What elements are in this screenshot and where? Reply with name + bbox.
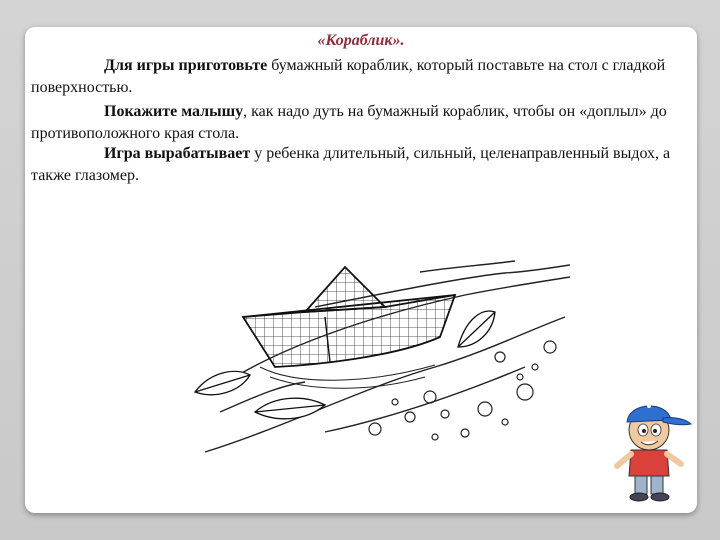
paragraph-show-text: , как надо дуть на бумажный кораблик, чтобы он «доплыл» до противоположного края стола. bbox=[31, 103, 667, 142]
paragraph-develops bbox=[31, 143, 686, 187]
cartoon-kid-illustration bbox=[605, 392, 695, 507]
slide bbox=[25, 27, 697, 513]
slide-title: «Кораблик». bbox=[317, 32, 405, 49]
paragraph-prepare bbox=[31, 55, 686, 99]
water-bubbles bbox=[369, 341, 556, 440]
kid-body bbox=[617, 450, 681, 476]
paragraph-prepare-text: бумажный кораблик, который поставьте на стол с гладкой поверхностью. bbox=[31, 57, 666, 96]
water-ripples bbox=[260, 365, 435, 388]
paragraph-show bbox=[31, 101, 686, 145]
paper-boat-illustration bbox=[165, 237, 585, 467]
boat-hull bbox=[243, 267, 455, 367]
paragraph-show-lead: Покажите малышу bbox=[104, 103, 244, 120]
paragraph-develops-text: у ребенка длительный, сильный, целенаправленный выдох, а также глазомер. bbox=[31, 145, 671, 184]
water-stream bbox=[205, 261, 570, 452]
paragraph-develops-lead: Игра вырабатывает bbox=[104, 145, 251, 162]
paragraph-prepare-lead: Для игры приготовьте bbox=[104, 57, 268, 74]
